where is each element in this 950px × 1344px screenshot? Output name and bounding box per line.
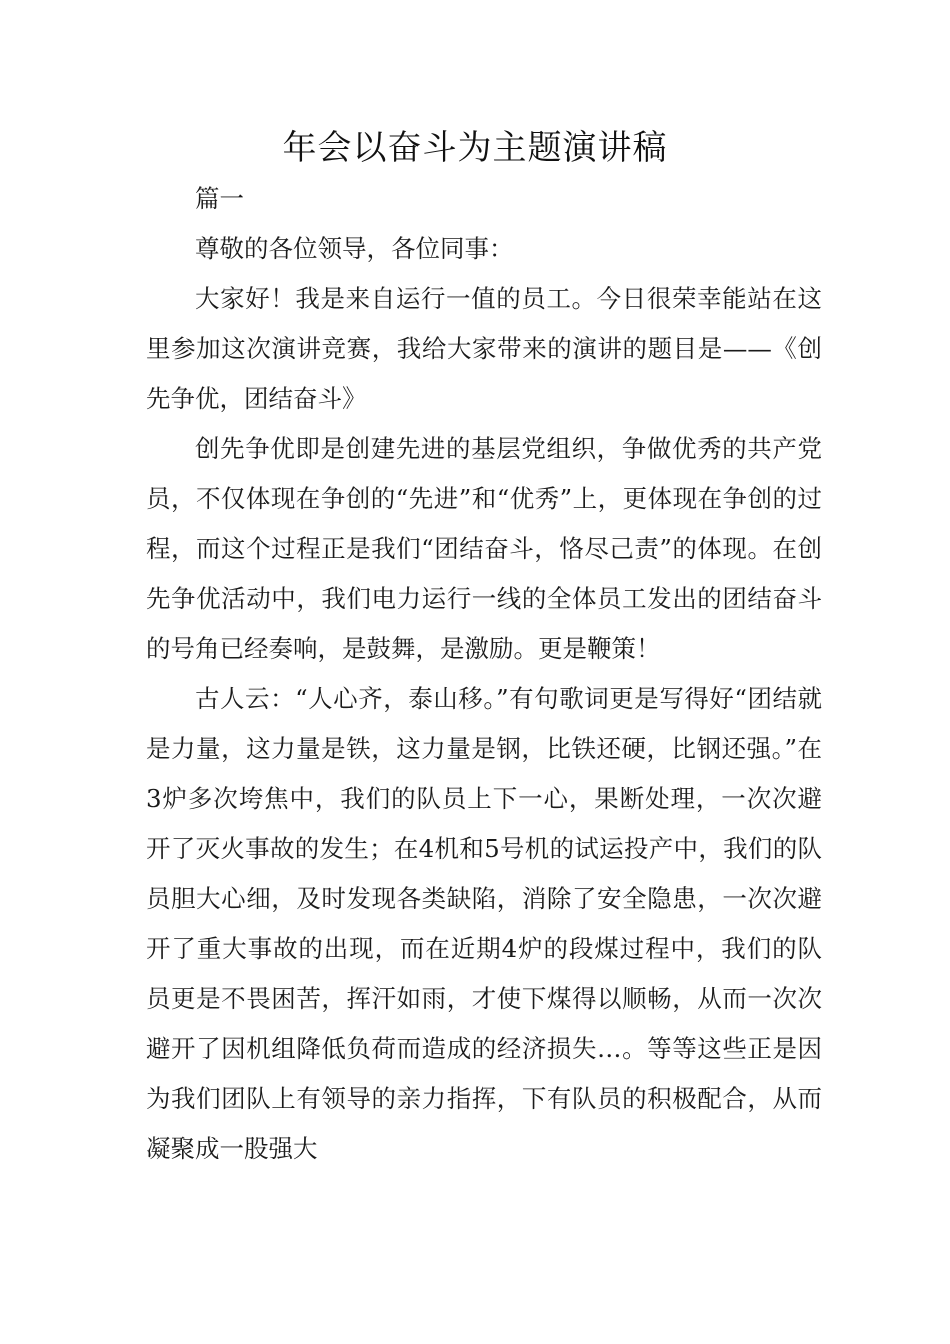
body-paragraph: 古人云：“人心齐，泰山移。”有句歌词更是写得好“团结就是力量，这力量是铁，这力量是钢，比铁还硬，比钢还强。”在3炉多次垮焦中，我们的队员上下一心，果断处理，一次次避开了灭火事故的发生；在4机和5号机的试运投产中，我们的队员胆大心细，及时发现各类缺陷，消除了安全隐患，一次次避开了重大事故的出现，而在近期4炉的段煤过程中，我们的队员更是不畏困苦，挥汗如雨，才使下煤得以顺畅，从而一次次避开了因机组降低负荷而造成的经济损失…。等等这些正是因为我们团队上有领导的亲力指挥，下有队员的积极配合，从而凝聚成一股强大	[146, 684, 822, 1163]
salutation: 尊敬的各位领导，各位同事：	[195, 234, 514, 263]
body-paragraph: 创先争优即是创建先进的基层党组织，争做优秀的共产党员，不仅体现在争创的“先进”和“优秀”上，更体现在争创的过程，而这个过程正是我们“团结奋斗，恪尽己责”的体现。在创先争优活动中，我们电力运行一线的全体员工发出的团结奋斗的号角已经奏响，是鼓舞，是激励。更是鞭策！	[146, 434, 822, 663]
document-body	[146, 174, 822, 1174]
section-heading: 篇一	[195, 184, 244, 213]
document-title: 年会以奋斗为主题演讲稿	[282, 128, 668, 168]
body-paragraph: 大家好！我是来自运行一值的员工。今日很荣幸能站在这里参加这次演讲竞赛，我给大家带来的演讲的题目是——《创先争优，团结奋斗》	[146, 284, 822, 413]
